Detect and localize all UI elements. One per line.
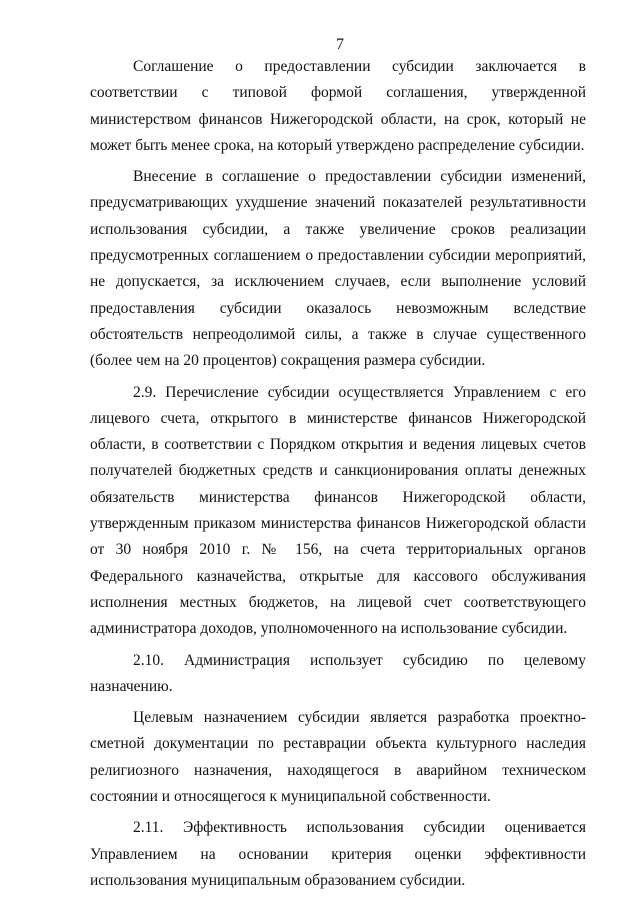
- paragraph-purpose: Целевым назначением субсидии является разработка проектно-сметной документации по реставрации объекта культурного наследия религиозного назначения, находящегося в аварийном техническом состоянии и относящегося к муниципальной собственности.: [90, 709, 586, 806]
- paragraph-agreement-changes: Внесение в соглашение о предоставлении субсидии изменений, предусматривающих ухудшение значений показателей результативности использования субсидии, а также увеличение сроков реализации предусмотренных соглашением о предоставлении субсидии мероприятий, не допускается, за исключением случаев, если выполнение условий предоставления субсидии оказалось невозможным вследствие обстоятельств непреодолимой силы, а также в случае существенного (более чем на 20 процентов) сокращения размера субсидии.: [90, 168, 586, 370]
- paragraph-agreement-terms: Соглашение о предоставлении субсидии заключается в соответствии с типовой формой соглашения, утвержденной министерством финансов Нижегородской области, на срок, который не может быть менее срока, на который утверждено распределение субсидии.: [90, 58, 586, 154]
- document-body: [90, 54, 586, 899]
- paragraph-2-11-efficiency: 2.11. Эффективность использования субсидии оценивается Управлением на основании критерия оценки эффективности использования муниципальным образованием субсидии.: [90, 819, 586, 889]
- paragraph-2-9-transfer: 2.9. Перечисление субсидии осуществляется Управлением с его лицевого счета, открытого в министерстве финансов Нижегородской области, в соответствии с Порядком открытия и ведения лицевых счетов получателей бюджетных средств и санкционирования оплаты денежных обязательств министерства финансов Нижегородской области, утвержденным приказом министерства финансов Нижегородской области от 30 ноября 2010 г. № 156, на счета территориальных органов Федерального казначейства, открытые для кассового обслуживания исполнения местных бюджетов, на лицевой счет соответствующего администратора доходов, уполномоченного на использование субсидии.: [90, 383, 586, 638]
- page-number: 7: [336, 36, 344, 53]
- paragraph-2-10-use: 2.10. Администрация использует субсидию по целевому назначению.: [90, 651, 586, 695]
